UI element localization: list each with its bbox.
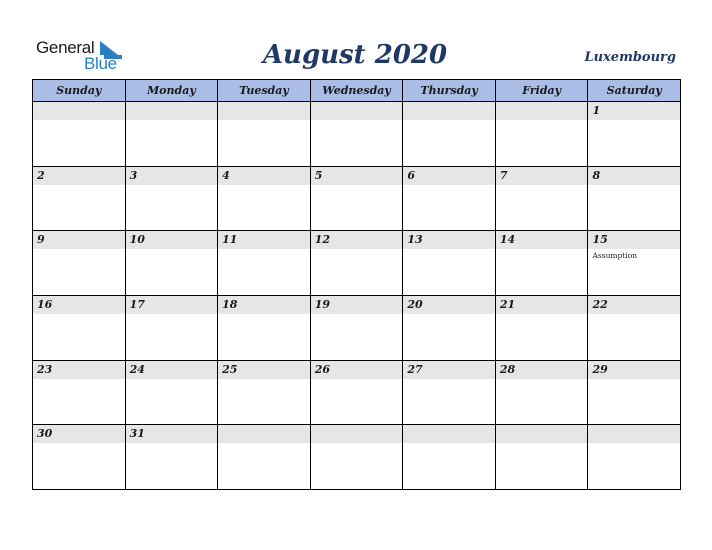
day-number: 20 — [407, 298, 423, 312]
day-cell — [496, 231, 589, 295]
day-cell — [588, 361, 680, 425]
weekday-wednesday: Wednesday — [311, 80, 404, 102]
day-cell — [403, 296, 496, 360]
logo-word-general: General — [36, 38, 95, 57]
day-number: 19 — [314, 298, 331, 312]
day-number: 5 — [314, 168, 323, 182]
day-cell — [496, 102, 589, 166]
day-number: 1 — [592, 104, 601, 117]
day-number: 8 — [592, 168, 601, 182]
day-number: 9 — [37, 233, 45, 247]
day-number: 26 — [314, 362, 331, 376]
weekday-header-row — [33, 80, 680, 102]
day-cell — [33, 102, 126, 166]
weekday-friday: Friday — [496, 80, 589, 102]
day-cell — [126, 102, 219, 166]
day-number: 14 — [499, 233, 516, 247]
day-number: 22 — [592, 298, 608, 312]
day-cell — [311, 296, 404, 360]
day-number-band — [588, 167, 680, 185]
day-number: 23 — [37, 362, 53, 376]
day-number-band — [311, 167, 403, 185]
day-number: 30 — [37, 427, 53, 441]
day-cell — [311, 102, 404, 166]
day-cell — [126, 167, 219, 231]
day-cell — [588, 425, 680, 490]
day-number-band — [33, 102, 125, 120]
holiday-label: Assumption — [592, 251, 638, 261]
day-cell — [218, 231, 311, 295]
day-cell — [126, 361, 219, 425]
day-number: 10 — [129, 233, 145, 247]
day-cell — [588, 102, 680, 166]
day-cell — [33, 425, 126, 490]
day-number: 13 — [407, 233, 423, 247]
day-cell — [126, 231, 219, 295]
weekday-tuesday: Tuesday — [218, 80, 311, 102]
logo-word-blue: Blue — [84, 54, 117, 73]
day-number: 17 — [129, 298, 145, 312]
day-number: 29 — [592, 362, 608, 376]
day-number-band — [218, 102, 310, 120]
day-number: 28 — [499, 362, 516, 376]
day-number-band — [588, 102, 680, 120]
weekday-monday: Monday — [126, 80, 219, 102]
day-number-band — [403, 102, 495, 120]
day-cell — [33, 231, 126, 295]
day-number: 3 — [129, 168, 138, 182]
day-cell — [403, 425, 496, 490]
day-cell — [218, 296, 311, 360]
day-number-band — [588, 425, 680, 443]
day-cell — [218, 102, 311, 166]
week-row — [33, 231, 680, 296]
day-number: 25 — [222, 362, 238, 376]
day-number: 12 — [314, 233, 331, 247]
day-number: 16 — [37, 298, 53, 312]
day-number-band — [311, 425, 403, 443]
week-row — [33, 425, 680, 490]
day-number-band — [496, 102, 588, 120]
day-cell — [311, 425, 404, 490]
day-number-band — [218, 425, 310, 443]
day-number: 31 — [129, 427, 145, 441]
day-cell — [496, 167, 589, 231]
day-number-band — [126, 167, 218, 185]
day-cell — [403, 102, 496, 166]
day-cell — [33, 296, 126, 360]
country-label: Luxembourg — [584, 50, 676, 65]
day-cell — [496, 425, 589, 490]
day-number: 24 — [129, 362, 145, 376]
day-cell — [311, 231, 404, 295]
day-number-band — [403, 425, 495, 443]
day-cell — [588, 296, 680, 360]
day-cell — [126, 425, 219, 490]
weeks-container — [33, 102, 680, 490]
week-row — [33, 361, 680, 426]
day-number-band — [403, 167, 495, 185]
week-row — [33, 296, 680, 361]
day-number-band — [311, 102, 403, 120]
day-cell — [218, 361, 311, 425]
day-number-band — [218, 167, 310, 185]
day-number: 2 — [37, 168, 45, 182]
day-number: 21 — [499, 298, 516, 312]
day-number-band — [33, 231, 125, 249]
day-number-band — [496, 425, 588, 443]
day-number-band — [496, 167, 588, 185]
generalblue-logo — [36, 38, 136, 74]
day-cell — [588, 231, 680, 295]
day-cell — [218, 167, 311, 231]
day-number: 6 — [407, 168, 415, 182]
day-cell — [311, 167, 404, 231]
day-cell — [33, 361, 126, 425]
weekday-thursday: Thursday — [403, 80, 496, 102]
day-number: 15 — [592, 233, 608, 247]
week-row — [33, 167, 680, 232]
day-cell — [403, 231, 496, 295]
day-cell — [496, 296, 589, 360]
day-number-band — [33, 167, 125, 185]
calendar-grid — [32, 79, 681, 490]
day-cell — [588, 167, 680, 231]
day-cell — [496, 361, 589, 425]
day-number: 27 — [407, 362, 423, 376]
day-cell — [403, 361, 496, 425]
day-number: 4 — [222, 168, 230, 182]
day-cell — [218, 425, 311, 490]
day-number: 11 — [222, 233, 238, 247]
day-number-band — [126, 102, 218, 120]
calendar-title: August 2020 — [262, 40, 448, 70]
day-number: 7 — [499, 168, 508, 182]
day-number: 18 — [222, 298, 238, 312]
day-cell — [403, 167, 496, 231]
weekday-sunday: Sunday — [33, 80, 126, 102]
week-row — [33, 102, 680, 167]
day-cell — [311, 361, 404, 425]
day-cell — [33, 167, 126, 231]
day-cell — [126, 296, 219, 360]
weekday-saturday: Saturday — [588, 80, 680, 102]
